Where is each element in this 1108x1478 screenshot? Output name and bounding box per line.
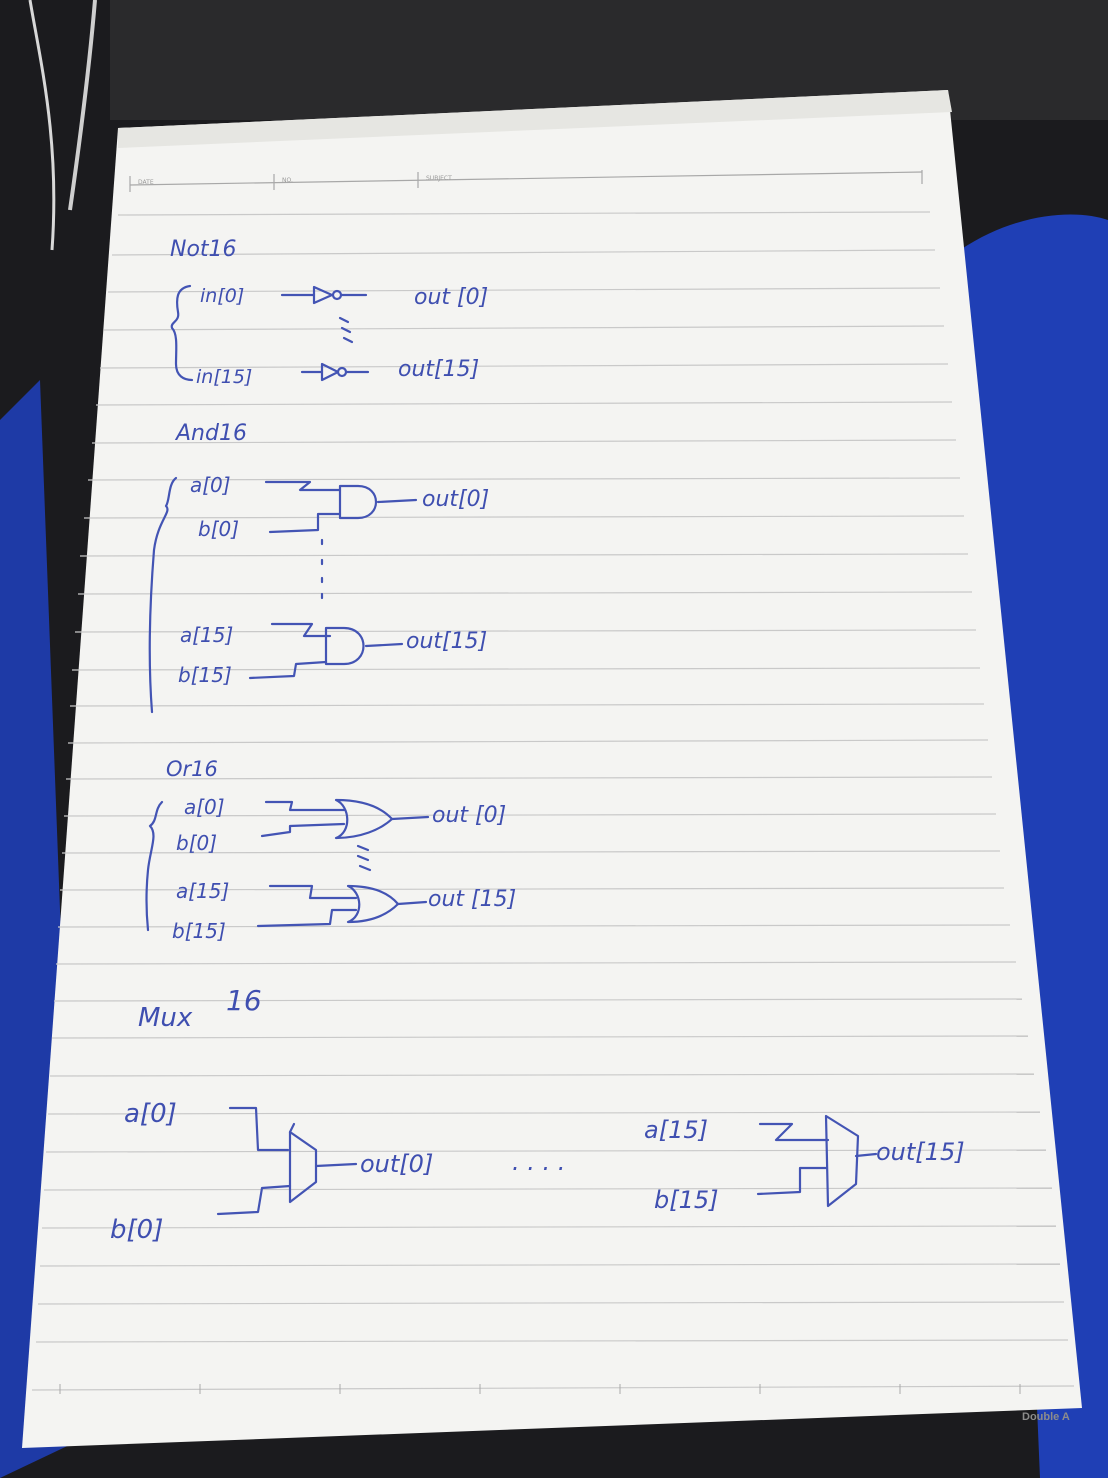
or16-b-first: b[0]: [176, 831, 218, 855]
mux16-ellipsis: . . . .: [512, 1148, 566, 1176]
or16-a-last: a[15]: [176, 879, 230, 903]
not16-out-last: out[15]: [398, 357, 480, 382]
laptop-surface: [110, 0, 1108, 120]
mux16-a-first: a[0]: [124, 1099, 177, 1129]
or16-title: Or16: [166, 757, 218, 781]
and16-a-last: a[15]: [180, 623, 234, 647]
mux16-title: Mux: [138, 1003, 193, 1033]
mux16-a-last: a[15]: [644, 1116, 708, 1144]
mux16-title-suffix: 16: [226, 984, 262, 1017]
header-date: DATE: [138, 179, 154, 186]
header-subject: SUBJECT: [426, 175, 452, 182]
or16-out-last: out [15]: [428, 887, 517, 912]
and16-title: And16: [176, 421, 247, 446]
mux16-out-first: out[0]: [360, 1150, 434, 1178]
mux16-b-last: b[15]: [654, 1186, 719, 1214]
and16-a-first: a[0]: [190, 473, 231, 497]
and16-b-first: b[0]: [198, 517, 240, 541]
mux16-out-last: out[15]: [876, 1138, 965, 1166]
or16-out-first: out [0]: [432, 803, 507, 828]
not16-title: Not16: [170, 237, 237, 262]
and16-b-last: b[15]: [178, 663, 232, 687]
or16-b-last: b[15]: [172, 919, 226, 943]
and16-out-first: out[0]: [422, 487, 490, 512]
not16-in-first: in[0]: [200, 285, 245, 307]
not16-in-last: in[15]: [196, 366, 253, 388]
header-no: NO.: [282, 177, 293, 184]
not16-out-first: out [0]: [414, 285, 489, 310]
or16-a-first: a[0]: [184, 795, 225, 819]
mux16-b-first: b[0]: [110, 1215, 164, 1245]
and16-out-last: out[15]: [406, 629, 488, 654]
notebook-brand: Double A: [1022, 1411, 1070, 1423]
